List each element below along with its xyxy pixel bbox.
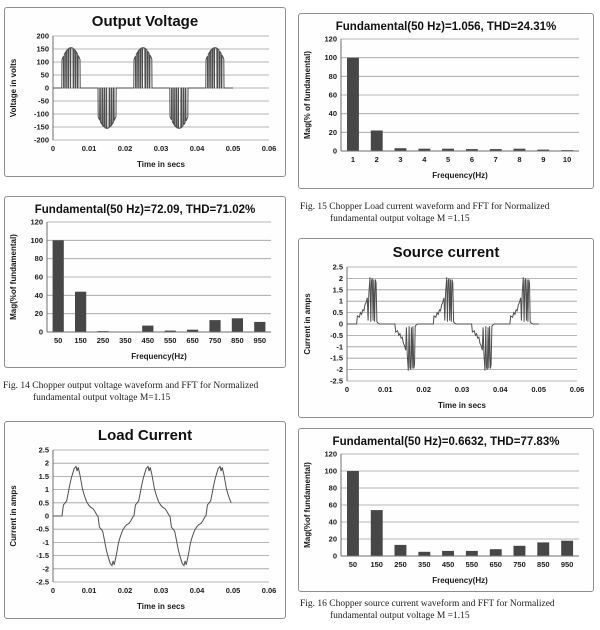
load-current-fft-panel: [298, 13, 594, 189]
svg-text:0.03: 0.03: [454, 385, 470, 394]
svg-text:80: 80: [328, 483, 337, 493]
svg-text:0.02: 0.02: [416, 385, 432, 394]
svg-text:1.5: 1.5: [332, 285, 343, 295]
svg-text:40: 40: [34, 290, 43, 300]
svg-text:Current in amps: Current in amps: [9, 485, 18, 547]
source-current-chart-title: Source current: [392, 244, 500, 261]
svg-text:4: 4: [422, 155, 427, 164]
svg-text:2: 2: [338, 273, 343, 283]
fig15-caption-line1: Fig. 15 Chopper Load current waveform and FFT for Normalized: [300, 202, 550, 212]
svg-text:650: 650: [186, 336, 199, 345]
svg-text:0: 0: [338, 319, 343, 329]
svg-text:450: 450: [141, 336, 155, 345]
svg-text:0.06: 0.06: [261, 586, 277, 595]
load-current-fft-title: Fundamental(50 Hz)=1.056, THD=24.31%: [335, 21, 557, 33]
svg-text:0.02: 0.02: [117, 144, 133, 153]
svg-text:750: 750: [208, 336, 222, 345]
svg-text:40: 40: [328, 109, 337, 119]
svg-text:0.01: 0.01: [81, 144, 97, 153]
svg-text:Frequency(Hz): Frequency(Hz): [131, 352, 187, 361]
svg-text:0.04: 0.04: [492, 385, 508, 394]
svg-text:450: 450: [441, 560, 455, 569]
output-voltage-chart-title: Output Voltage: [91, 13, 199, 30]
svg-text:-1.5: -1.5: [330, 353, 343, 363]
svg-text:0.5: 0.5: [38, 498, 49, 508]
svg-text:100: 100: [324, 466, 337, 476]
svg-text:120: 120: [324, 449, 337, 459]
figure-caption-fig14: [3, 381, 295, 405]
svg-text:100: 100: [36, 57, 49, 67]
source-current-plot: [301, 261, 591, 411]
svg-text:60: 60: [328, 500, 337, 510]
svg-text:1: 1: [350, 155, 355, 164]
svg-text:0.01: 0.01: [81, 586, 97, 595]
svg-text:-50: -50: [38, 96, 49, 106]
svg-text:0: 0: [332, 551, 337, 561]
svg-text:850: 850: [537, 560, 550, 569]
load-current-fft-plot: [301, 33, 591, 181]
svg-text:8: 8: [517, 155, 522, 164]
fig14-caption-line1: Fig. 14 Chopper output voltage waveform and FFT for Normalized: [3, 381, 259, 391]
svg-text:0: 0: [44, 511, 49, 521]
svg-text:250: 250: [394, 560, 407, 569]
svg-text:0: 0: [344, 385, 350, 394]
svg-text:0.05: 0.05: [531, 385, 547, 394]
svg-text:0.03: 0.03: [153, 144, 169, 153]
svg-text:3: 3: [398, 155, 403, 164]
svg-text:Frequency(Hz): Frequency(Hz): [432, 576, 488, 585]
svg-text:0.05: 0.05: [225, 144, 241, 153]
svg-text:-150: -150: [33, 122, 49, 132]
svg-text:50: 50: [40, 70, 49, 80]
svg-text:120: 120: [30, 217, 43, 227]
svg-text:0.01: 0.01: [377, 385, 393, 394]
source-current-fft-plot: [301, 448, 591, 586]
svg-text:60: 60: [328, 90, 337, 100]
svg-text:2: 2: [374, 155, 379, 164]
svg-text:40: 40: [328, 517, 337, 527]
svg-text:0: 0: [50, 144, 56, 153]
svg-text:350: 350: [119, 336, 132, 345]
fig15-caption-line2: fundamental output voltage M =1.15: [330, 213, 470, 224]
output-voltage-plot: [7, 30, 283, 170]
fig14-caption-line2: fundamental output voltage M=1.15: [33, 392, 171, 403]
output-voltage-fft-plot: [7, 216, 283, 362]
svg-text:1.5: 1.5: [38, 471, 49, 481]
svg-text:0.06: 0.06: [261, 144, 277, 153]
load-current-chart-title: Load Current: [97, 427, 193, 444]
svg-text:950: 950: [560, 560, 574, 569]
svg-text:0.05: 0.05: [225, 586, 241, 595]
fig16-caption-line2: fundamental output voltage M =1.15: [330, 610, 470, 621]
svg-text:0: 0: [38, 327, 43, 337]
svg-text:0.06: 0.06: [569, 385, 585, 394]
svg-text:150: 150: [370, 560, 383, 569]
svg-text:20: 20: [328, 127, 337, 137]
svg-text:20: 20: [34, 309, 43, 319]
svg-text:-0.5: -0.5: [330, 330, 343, 340]
svg-text:-1: -1: [42, 537, 49, 547]
svg-text:50: 50: [348, 560, 358, 569]
svg-text:7: 7: [493, 155, 498, 164]
svg-text:2.5: 2.5: [332, 262, 343, 272]
svg-text:0: 0: [44, 83, 49, 93]
svg-text:120: 120: [324, 34, 337, 44]
fig16-caption-line1: Fig. 16 Chopper source current waveform and FFT for Normalized: [300, 599, 555, 609]
svg-text:80: 80: [34, 254, 43, 264]
output-voltage-chart-panel: [4, 7, 286, 177]
svg-text:-2: -2: [42, 564, 49, 574]
svg-text:Voltage in volts: Voltage in volts: [9, 58, 18, 118]
svg-text:0.04: 0.04: [189, 586, 205, 595]
output-voltage-fft-title: Fundamental(50 Hz)=72.09, THD=71.02%: [34, 204, 256, 216]
svg-text:350: 350: [418, 560, 431, 569]
svg-text:Mag(% of fundamental): Mag(% of fundamental): [303, 51, 312, 139]
svg-text:Frequency(Hz): Frequency(Hz): [432, 171, 488, 180]
svg-text:-2.5: -2.5: [36, 577, 49, 587]
svg-text:-2.5: -2.5: [330, 376, 343, 386]
svg-text:Mag(%of fundamental): Mag(%of fundamental): [9, 234, 18, 320]
svg-text:550: 550: [163, 336, 177, 345]
svg-text:850: 850: [231, 336, 244, 345]
svg-text:0.02: 0.02: [117, 586, 133, 595]
svg-text:Mag(%of fundamental): Mag(%of fundamental): [303, 462, 312, 548]
svg-text:0: 0: [50, 586, 56, 595]
svg-text:5: 5: [446, 155, 451, 164]
source-current-chart-panel: [298, 238, 594, 418]
svg-text:0: 0: [332, 146, 337, 156]
svg-text:Time in secs: Time in secs: [137, 160, 185, 169]
svg-text:9: 9: [541, 155, 546, 164]
figure-caption-fig16: [300, 599, 592, 623]
svg-text:650: 650: [489, 560, 502, 569]
svg-text:1: 1: [338, 296, 343, 306]
svg-text:100: 100: [324, 53, 337, 63]
svg-text:-0.5: -0.5: [36, 524, 49, 534]
svg-text:Time in secs: Time in secs: [137, 602, 185, 611]
svg-text:150: 150: [36, 44, 49, 54]
svg-text:60: 60: [34, 272, 43, 282]
svg-text:1: 1: [44, 485, 49, 495]
svg-text:2.5: 2.5: [38, 445, 49, 455]
svg-text:950: 950: [253, 336, 267, 345]
svg-text:Current in amps: Current in amps: [303, 293, 312, 355]
load-current-plot: [7, 444, 283, 612]
svg-text:0.5: 0.5: [332, 308, 343, 318]
svg-text:0.04: 0.04: [189, 144, 205, 153]
svg-text:50: 50: [54, 336, 63, 345]
figure-caption-fig15: [300, 202, 592, 226]
svg-text:-1.5: -1.5: [36, 551, 49, 561]
svg-text:-100: -100: [33, 109, 49, 119]
svg-text:150: 150: [74, 336, 87, 345]
svg-text:-1: -1: [336, 342, 343, 352]
svg-text:2: 2: [44, 458, 49, 468]
svg-text:80: 80: [328, 71, 337, 81]
svg-text:750: 750: [513, 560, 526, 569]
svg-text:20: 20: [328, 534, 337, 544]
svg-text:550: 550: [465, 560, 479, 569]
svg-text:Time in secs: Time in secs: [438, 401, 486, 410]
source-current-fft-title: Fundamental(50 Hz)=0.6632, THD=77.83%: [332, 436, 560, 448]
svg-text:0.03: 0.03: [153, 586, 169, 595]
svg-text:200: 200: [36, 31, 49, 41]
svg-text:10: 10: [562, 155, 572, 164]
output-voltage-fft-panel: [4, 196, 286, 368]
svg-text:6: 6: [469, 155, 474, 164]
svg-text:250: 250: [96, 336, 110, 345]
svg-text:-200: -200: [33, 135, 49, 145]
svg-text:-2: -2: [336, 365, 343, 375]
svg-text:100: 100: [30, 235, 43, 245]
source-current-fft-panel: [298, 428, 594, 592]
load-current-chart-panel: [4, 421, 286, 619]
